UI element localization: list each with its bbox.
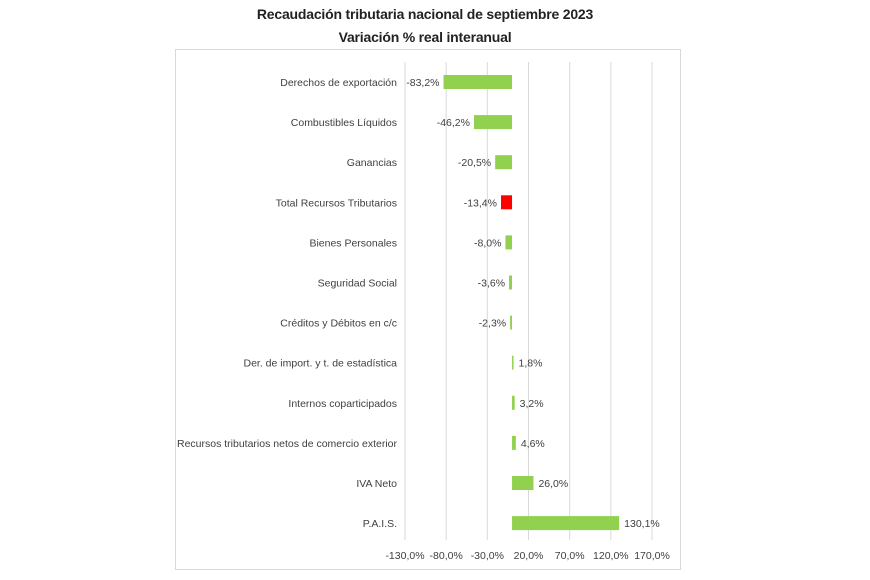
bar-der-de-import-y-t-de-estadistica bbox=[512, 356, 513, 370]
data-label-total-recursos-tributarios: -13,4% bbox=[463, 197, 498, 210]
x-tick-label: 170,0% bbox=[634, 550, 670, 562]
data-label-ganancias: -20,5% bbox=[457, 157, 492, 170]
category-label-bienes-personales: Bienes Personales bbox=[309, 237, 397, 250]
bar-creditos-y-debitos-en-c-c bbox=[510, 316, 512, 330]
x-tick-label: -80,0% bbox=[429, 550, 463, 562]
category-label-combustibles-liquidos: Combustibles Líquidos bbox=[290, 117, 397, 130]
data-label-bienes-personales: -8,0% bbox=[474, 237, 502, 250]
category-label-creditos-y-debitos-en-c-c: Créditos y Débitos en c/c bbox=[280, 317, 397, 330]
category-label-derechos-de-exportacion: Derechos de exportación bbox=[280, 77, 397, 89]
bar-internos-coparticipados bbox=[512, 396, 515, 410]
chart-title: Recaudación tributaria nacional de septiembre 2023 bbox=[256, 6, 594, 22]
bar-ganancias bbox=[495, 155, 512, 169]
category-label-internos-coparticipados: Internos coparticipados bbox=[288, 397, 397, 410]
bar-recursos-tributarios-netos-de-comercio-exterior bbox=[512, 436, 516, 450]
category-label-seguridad-social: Seguridad Social bbox=[317, 277, 397, 290]
bar-derechos-de-exportacion bbox=[444, 75, 513, 89]
data-label-seguridad-social: -3,6% bbox=[477, 277, 506, 290]
x-tick-label: 20,0% bbox=[513, 550, 544, 562]
category-label-p-a-i-s: P.A.I.S. bbox=[362, 518, 397, 531]
x-tick-label: 120,0% bbox=[593, 550, 629, 562]
data-label-combustibles-liquidos: -46,2% bbox=[436, 117, 470, 130]
category-label-total-recursos-tributarios: Total Recursos Tributarios bbox=[275, 197, 397, 210]
data-label-creditos-y-debitos-en-c-c: -2,3% bbox=[478, 317, 507, 330]
data-label-derechos-de-exportacion: -83,2% bbox=[406, 77, 440, 89]
bar-total-recursos-tributarios bbox=[501, 195, 512, 209]
data-label-iva-neto: 26,0% bbox=[538, 478, 569, 490]
bar-bienes-personales bbox=[505, 235, 512, 249]
x-tick-label: -130,0% bbox=[385, 550, 425, 562]
chart-subtitle: Variación % real interanual bbox=[338, 29, 512, 45]
category-label-ganancias: Ganancias bbox=[346, 157, 397, 170]
data-label-recursos-tributarios-netos-de-comercio-exterior: 4,6% bbox=[520, 437, 545, 450]
category-label-iva-neto: IVA Neto bbox=[356, 478, 397, 490]
data-label-internos-coparticipados: 3,2% bbox=[519, 397, 544, 410]
category-label-der-de-import-y-t-de-estadistica: Der. de import. y t. de estadística bbox=[243, 357, 397, 370]
category-label-recursos-tributarios-netos-de-comercio-exterior: Recursos tributarios netos de comercio exterior bbox=[176, 437, 397, 450]
data-label-der-de-import-y-t-de-estadistica: 1,8% bbox=[518, 357, 543, 370]
data-label-p-a-i-s: 130,1% bbox=[624, 518, 660, 531]
bar-p-a-i-s bbox=[512, 516, 619, 530]
bar-seguridad-social bbox=[509, 276, 512, 290]
bar-combustibles-liquidos bbox=[474, 115, 512, 129]
x-tick-label: 70,0% bbox=[554, 550, 585, 562]
x-tick-label: -30,0% bbox=[470, 550, 504, 562]
bar-iva-neto bbox=[512, 476, 533, 490]
